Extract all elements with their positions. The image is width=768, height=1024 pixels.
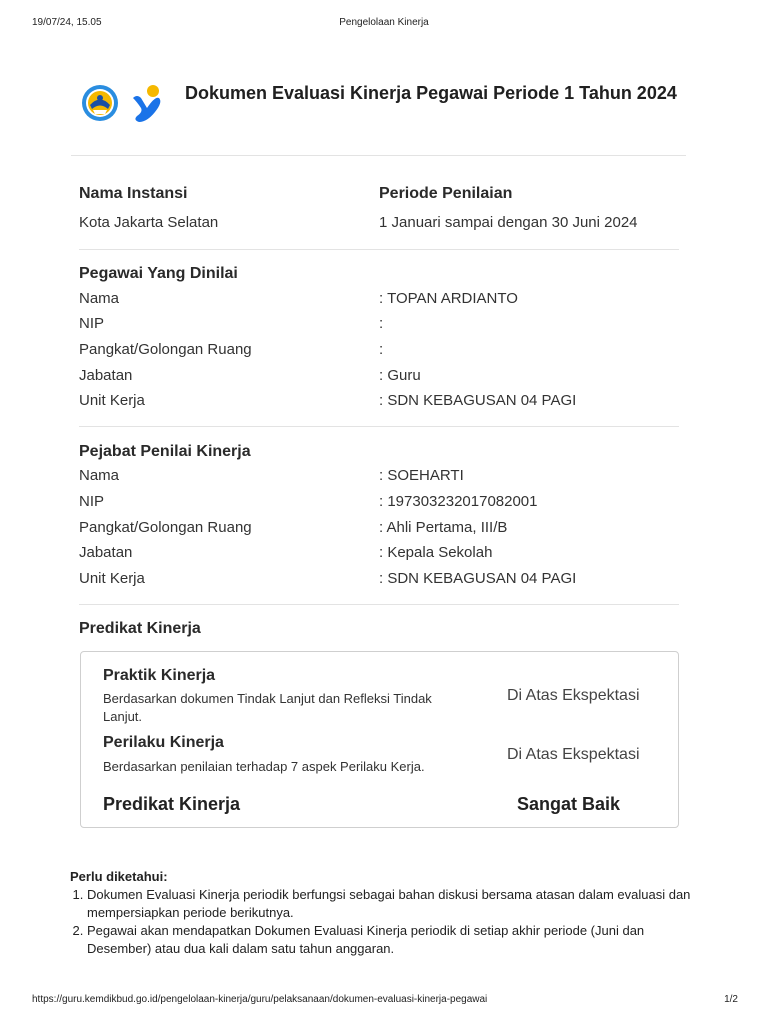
praktik-result: Di Atas Ekspektasi bbox=[507, 687, 640, 704]
pegawai-row-unit-kerja bbox=[79, 392, 679, 412]
row-key: Jabatan bbox=[79, 367, 133, 384]
notes-section bbox=[70, 868, 710, 958]
row-value: : SDN KEBAGUSAN 04 PAGI bbox=[379, 392, 577, 409]
instansi-label: Nama Instansi bbox=[79, 185, 188, 202]
instansi-value: Kota Jakarta Selatan bbox=[79, 214, 219, 231]
row-key: Pangkat/Golongan Ruang bbox=[79, 341, 252, 358]
perilaku-result: Di Atas Ekspektasi bbox=[507, 746, 640, 763]
praktik-description: Berdasarkan dokumen Tindak Lanjut dan Refleksi Tindak Lanjut. bbox=[103, 691, 432, 724]
predikat-heading: Predikat Kinerja bbox=[79, 620, 201, 637]
divider bbox=[79, 249, 679, 250]
kemdikbud-logo-icon bbox=[81, 84, 119, 122]
row-value: : TOPAN ARDIANTO bbox=[379, 290, 518, 307]
row-value: : bbox=[379, 315, 384, 332]
print-header bbox=[0, 17, 768, 31]
praktik-title: Praktik Kinerja bbox=[103, 667, 216, 684]
page-number: 1/2 bbox=[724, 994, 738, 1005]
print-url: https://guru.kemdikbud.go.id/pengelolaan-kinerja/guru/pelaksanaan/dokumen-evaluasi-kinerja-pegawai bbox=[32, 994, 488, 1005]
row-key: Jabatan bbox=[79, 544, 133, 561]
pejabat-row-nama bbox=[79, 467, 679, 487]
list-item: 2. Pegawai akan mendapatkan Dokumen Evaluasi Kinerja periodik di setiap akhir periode (Juni dan Desember) atau dua kali dalam satu tahun anggaran. bbox=[87, 922, 710, 958]
row-value: : Kepala Sekolah bbox=[379, 544, 493, 561]
row-key: NIP bbox=[79, 315, 105, 332]
pegawai-row-pangkat bbox=[79, 341, 679, 361]
row-key: Nama bbox=[79, 290, 120, 307]
periode-label: Periode Penilaian bbox=[379, 185, 513, 202]
pejabat-row-unit-kerja bbox=[79, 570, 679, 590]
row-key: Unit Kerja bbox=[79, 570, 145, 587]
pegawai-row-nip bbox=[79, 315, 679, 335]
pejabat-heading: Pejabat Penilai Kinerja bbox=[79, 443, 251, 460]
row-key: Pangkat/Golongan Ruang bbox=[79, 519, 252, 536]
pegawai-heading: Pegawai Yang Dinilai bbox=[79, 265, 238, 282]
row-key: Unit Kerja bbox=[79, 392, 145, 409]
row-value: : SDN KEBAGUSAN 04 PAGI bbox=[379, 570, 577, 587]
pejabat-row-jabatan bbox=[79, 544, 679, 564]
pejabat-row-pangkat bbox=[79, 519, 679, 539]
row-value: : bbox=[379, 341, 384, 358]
row-key: NIP bbox=[79, 493, 105, 510]
row-value: : Ahli Pertama, III/B bbox=[379, 519, 508, 536]
pejabat-row-nip bbox=[79, 493, 679, 513]
notes-title: Perlu diketahui: bbox=[70, 869, 168, 884]
predikat-card bbox=[80, 651, 679, 828]
print-page-title: Pengelolaan Kinerja bbox=[339, 17, 429, 28]
periode-value: 1 Januari sampai dengan 30 Juni 2024 bbox=[379, 214, 638, 231]
final-predikat-label: Predikat Kinerja bbox=[103, 794, 241, 814]
perilaku-title: Perilaku Kinerja bbox=[103, 734, 224, 751]
print-date: 19/07/24, 15.05 bbox=[32, 17, 102, 28]
row-value: : SOEHARTI bbox=[379, 467, 464, 484]
notes-list bbox=[70, 886, 710, 958]
row-value: : 197303232017082001 bbox=[379, 493, 538, 510]
divider bbox=[71, 155, 686, 156]
merdeka-mengajar-logo-icon bbox=[129, 84, 163, 124]
final-predikat-value: Sangat Baik bbox=[517, 794, 621, 814]
document-title: Dokumen Evaluasi Kinerja Pegawai Periode 1 Tahun 2024 bbox=[185, 83, 677, 103]
divider bbox=[79, 426, 679, 427]
pegawai-row-nama bbox=[79, 290, 679, 310]
perilaku-description: Berdasarkan penilaian terhadap 7 aspek Perilaku Kerja. bbox=[103, 759, 425, 774]
pegawai-row-jabatan bbox=[79, 367, 679, 387]
list-item: 1. Dokumen Evaluasi Kinerja periodik berfungsi sebagai bahan diskusi bersama atasan dalam evaluasi dan mempersiapkan periode berikutnya. bbox=[87, 886, 710, 922]
divider bbox=[79, 604, 679, 605]
row-value: : Guru bbox=[379, 367, 421, 384]
row-key: Nama bbox=[79, 467, 120, 484]
